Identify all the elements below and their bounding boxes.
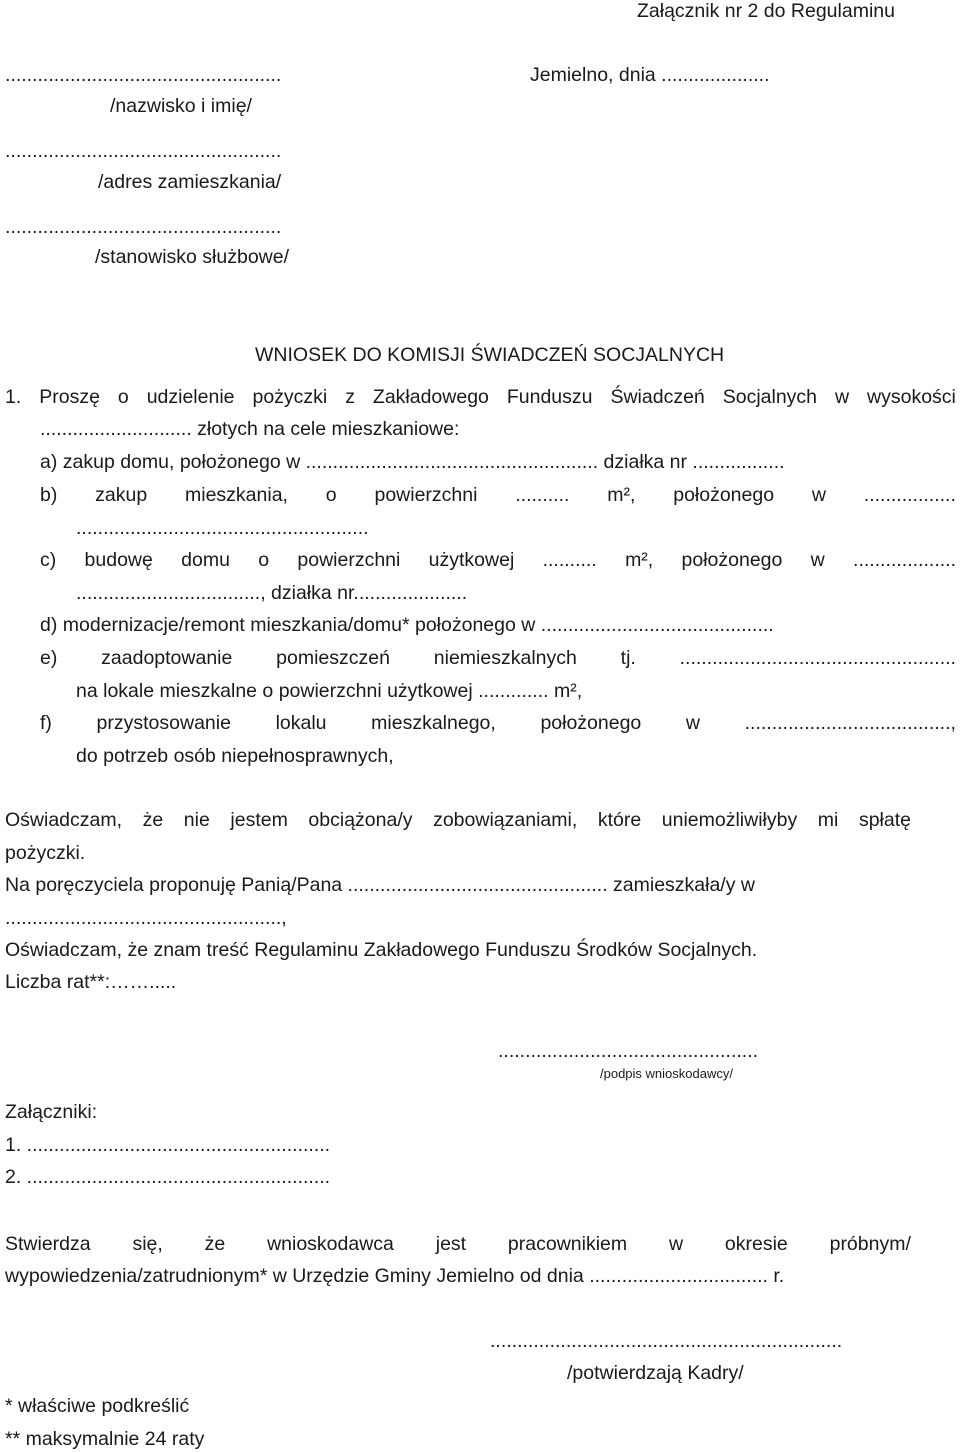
hr-line2: wypowiedzenia/zatrudnionym* w Urzędzie Gminy Jemielno od dnia ................................. r. <box>5 1265 785 1287</box>
signature-label: /podpis wnioskodawcy/ <box>600 1066 733 1081</box>
attachment-item-1: 1. ........................................................ <box>5 1134 331 1156</box>
option-b-cont: ...................................................... <box>76 517 369 539</box>
option-d: d) modernizacje/remont mieszkania/domu* położonego w ........................................... <box>40 614 774 636</box>
declaration-line2: pożyczki. <box>5 842 86 864</box>
attachment-header: Załącznik nr 2 do Regulaminu <box>637 0 895 22</box>
item1-line2: ............................ złotych na cele mieszkaniowe: <box>40 418 460 440</box>
option-b: b) zakup mieszkania, o powierzchni .......... m², położonego w ................. <box>40 484 956 506</box>
item1-line1: 1. Proszę o udzielenie pożyczki z Zakładowego Funduszu Świadczeń Socjalnych w wysokości <box>5 386 956 408</box>
option-f: f) przystosowanie lokalu mieszkalnego, położonego w ......................................, <box>40 712 956 734</box>
name-label: /nazwisko i imię/ <box>110 95 252 117</box>
option-c-cont: .................................., działka nr..................... <box>76 582 468 604</box>
option-c: c) budowę domu o powierzchni użytkowej .......... m², położonego w ................... <box>40 549 956 571</box>
option-e: e) zaadoptowanie pomieszczeń niemieszkalnych tj. ................................................... <box>40 647 956 669</box>
option-e-cont: na lokale mieszkalne o powierzchni użytkowej ............. m², <box>76 680 583 702</box>
place-date: Jemielno, dnia .................... <box>530 64 770 86</box>
declaration-line1: Oświadczam, że nie jestem obciążona/y zobowiązaniami, które uniemożliwiłyby mi spłatę <box>5 809 911 831</box>
option-f-cont: do potrzeb osób niepełnosprawnych, <box>76 745 394 767</box>
footnote-1: * właściwe podkreślić <box>5 1395 190 1417</box>
signature-dots: ................................................ <box>498 1040 759 1062</box>
guarantor-cont: ..................................................., <box>5 907 287 929</box>
name-dots: ................................................... <box>5 64 282 86</box>
regulation-statement: Oświadczam, że znam treść Regulaminu Zakładowego Funduszu Środków Socjalnych. <box>5 939 758 961</box>
attachments-label: Załączniki: <box>5 1101 98 1123</box>
installments-line: Liczba rat**:……..... <box>5 971 177 993</box>
footnote-2: ** maksymalnie 24 raty <box>5 1428 205 1450</box>
hr-signature-dots: ................................................................. <box>490 1330 843 1352</box>
position-label: /stanowisko służbowe/ <box>95 246 290 268</box>
document-title: WNIOSEK DO KOMISJI ŚWIADCZEŃ SOCJALNYCH <box>255 344 725 366</box>
address-label: /adres zamieszkania/ <box>98 171 282 193</box>
hr-line1: Stwierdza się, że wnioskodawca jest pracownikiem w okresie próbnym/ <box>5 1233 911 1255</box>
address-dots: ................................................... <box>5 140 282 162</box>
position-dots: ................................................... <box>5 216 282 238</box>
option-a: a) zakup domu, położonego w ...................................................... działka nr ................. <box>40 451 785 473</box>
attachment-item-2: 2. ........................................................ <box>5 1166 331 1188</box>
hr-signature-label: /potwierdzają Kadry/ <box>567 1362 744 1384</box>
guarantor-line: Na poręczyciela proponuję Panią/Pana ................................................ zamieszkała/y w <box>5 874 755 896</box>
